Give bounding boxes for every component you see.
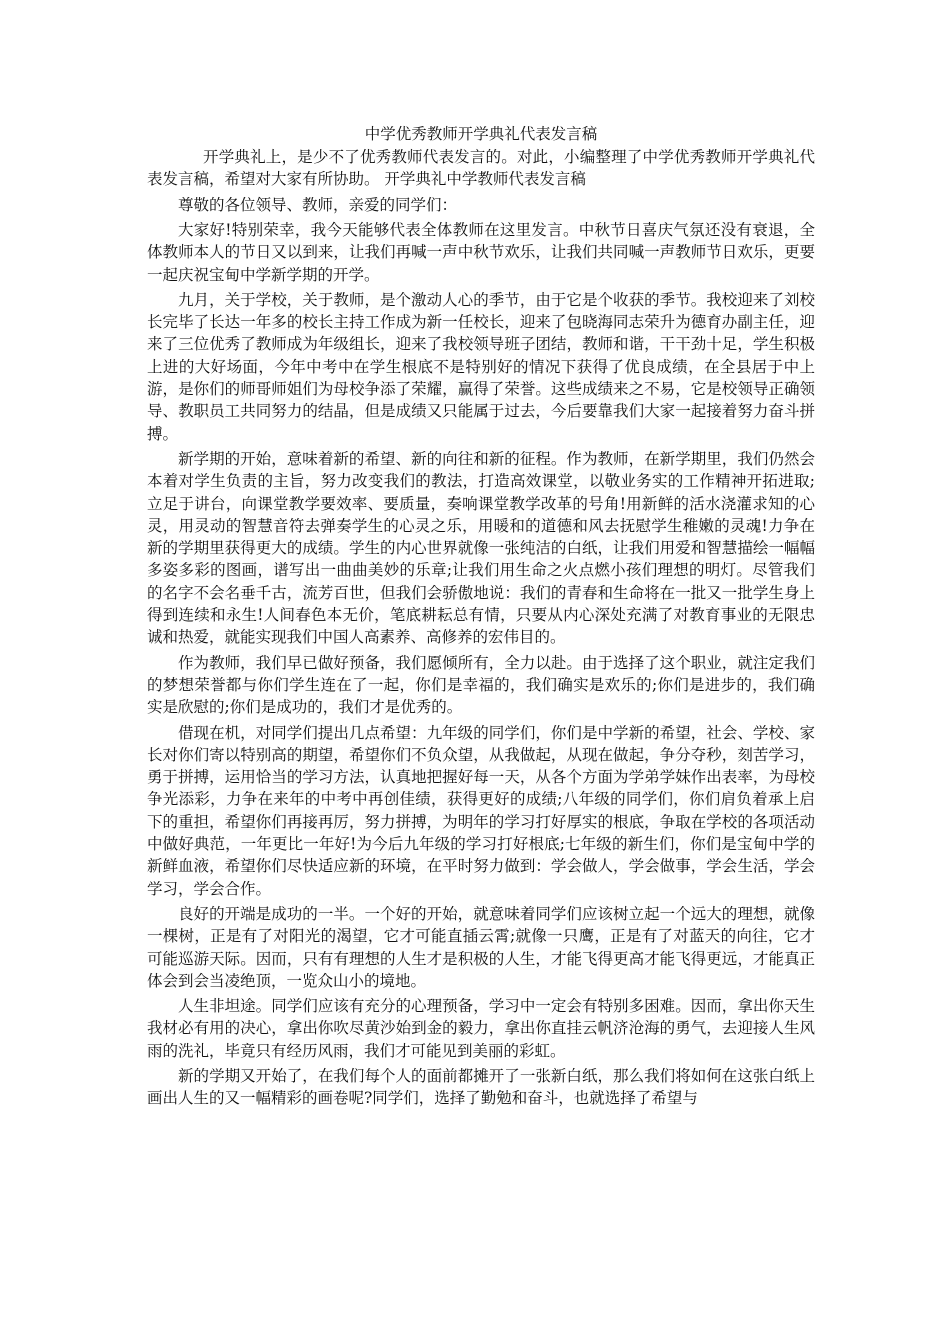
body-paragraph: 作为教师，我们早已做好预备，我们愿倾所有，全力以赴。由于选择了这个职业，就注定我们的梦想荣誉都与你们学生连在了一起，你们是幸福的，我们确实是欢乐的;你们是进步的，我们确实是欣慰的;你们是成功的，我们才是优秀的。: [147, 653, 815, 717]
document-page: [147, 123, 815, 1113]
document-title: 中学优秀教师开学典礼代表发言稿: [364, 125, 598, 143]
body-paragraph: 良好的开端是成功的一半。一个好的开始，就意味着同学们应该树立起一个远大的理想，就像一棵树，正是有了对阳光的渴望，它才可能直插云霄;就像一只鹰，正是有了对蓝天的向往，它才可能巡游天际。因而，只有有理想的人生才是积极的人生，才能飞得更高才能飞得更远，才能真正体会到会当凌绝顶，一览众山小的境地。: [147, 904, 815, 990]
body-paragraph: 九月，关于学校，关于教师，是个激动人心的季节，由于它是个收获的季节。我校迎来了刘校长完毕了长达一年多的校长主持工作成为新一任校长，迎来了包晓海同志荣升为德育办副主任，迎来了三位优秀了教师成为年级组长，迎来了我校领导班子团结，教师和谐，干干劲十足，学生积极上进的大好场面，今年中考中在学生根底不是特别好的情况下获得了优良成绩，在全县居于中上游，是你们的师哥师姐们为母校争添了荣耀，赢得了荣誉。这些成绩来之不易，它是校领导正确领导、教职员工共同努力的结晶，但是成绩又只能属于过去，今后要靠我们大家一起接着努力奋斗拼搏。: [147, 290, 815, 443]
body-paragraph: 新的学期又开始了，在我们每个人的面前都摊开了一张新白纸，那么我们将如何在这张白纸上画出人生的又一幅精彩的画卷呢?同学们，选择了勤勉和奋斗，也就选择了希望与: [147, 1066, 815, 1108]
body-paragraph: 借现在机，对同学们提出几点希望：九年级的同学们，你们是中学新的希望，社会、学校、家长对你们寄以特别高的期望，希望你们不负众望，从我做起，从现在做起，争分夺秒，刻苦学习，勇于拼搏，运用恰当的学习方法，认真地把握好每一天，从各个方面为学弟学妹作出表率，为母校争光添彩，力争在来年的中考中再创佳绩，获得更好的成绩;八年级的同学们，你们肩负着承上启下的重担，希望你们再接再厉，努力拼搏，为明年的学习打好厚实的根底，争取在学校的各项活动中做好典范，一年更比一年好!为今后九年级的学习打好根底;七年级的新生们，你们是宝甸中学的新鲜血液，希望你们尽快适应新的环境，在平时努力做到：学会做人，学会做事，学会生活，学会学习，学会合作。: [147, 723, 815, 898]
salutation: 尊敬的各位领导、教师，亲爱的同学们：: [178, 196, 458, 214]
intro-paragraph: 开学典礼上，是少不了优秀教师代表发言的。对此，小编整理了中学优秀教师开学典礼代表发言稿，希望对大家有所协助。 开学典礼中学教师代表发言稿: [147, 148, 815, 188]
body-paragraph: 人生非坦途。同学们应该有充分的心理预备，学习中一定会有特别多困难。因而，拿出你天生我材必有用的决心，拿出你吹尽黄沙始到金的毅力，拿出你直挂云帆济沧海的勇气，去迎接人生风雨的洗礼，毕竟只有经历风雨，我们才可能见到美丽的彩虹。: [147, 997, 815, 1060]
body-paragraph: 新学期的开始，意味着新的希望、新的向往和新的征程。作为教师，在新学期里，我们仍然会本着对学生负责的主旨，努力改变我们的教法，打造高效课堂，以敬业务实的工作精神开拓进取;立足于讲台，向课堂教学要效率、要质量，奏响课堂教学改革的号角!用新鲜的活水浇灌求知的心灵，用灵动的智慧音符去弹奏学生的心灵之乐，用暖和的道德和风去抚慰学生稚嫩的灵魂!力争在新的学期里获得更大的成绩。学生的内心世界就像一张纯洁的白纸，让我们用爱和智慧描绘一幅幅多姿多彩的图画，谱写出一曲曲美妙的乐章;让我们用生命之火点燃小孩们理想的明灯。尽管我们的名字不会名垂千古，流芳百世，但我们会骄傲地说：我们的青春和生命将在一批又一批学生身上得到连续和永生!人间春色本无价，笔底耕耘总有情，只要从内心深处充满了对教育事业的无限忠诚和热爱，就能实现我们中国人高素养、高修养的宏伟目的。: [147, 449, 815, 647]
body-paragraph: 大家好!特别荣幸，我今天能够代表全体教师在这里发言。中秋节日喜庆气氛还没有衰退，全体教师本人的节日又以到来，让我们再喊一声中秋节欢乐，让我们共同喊一声教师节日欢乐，更要一起庆祝宝甸中学新学期的开学。: [147, 221, 815, 284]
